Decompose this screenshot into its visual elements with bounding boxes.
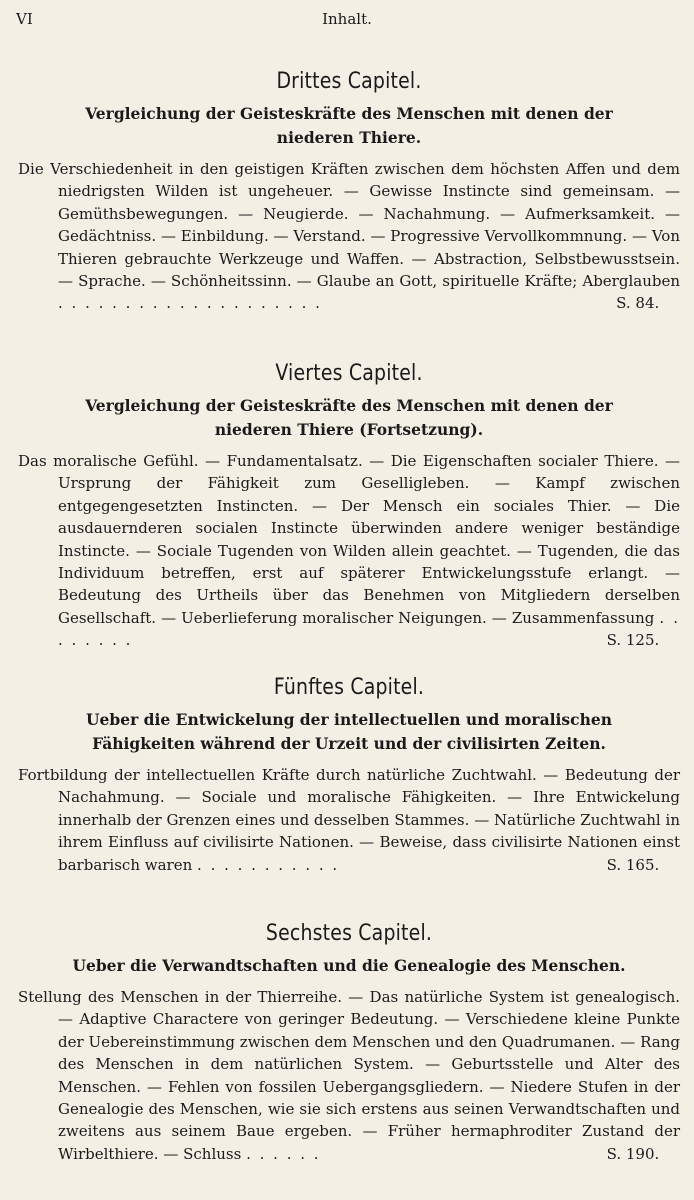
- chapter-subtitle: Vergleichung der Geisteskräfte des Menschen mit denen der niederen Thiere (Fortsetzung).: [85, 396, 613, 439]
- page-reference: S. 84.: [616, 294, 660, 313]
- chapter-title: Sechstes Capitel.: [265, 921, 433, 946]
- chapter-title: Viertes Capitel.: [275, 361, 423, 386]
- summary-text: Stellung des Menschen in der Thierreihe. — Das natürliche System ist genealogisch. — Adaptive Charactere von geringer Bedeutung. — Verschiedene kleine Punkte der Uebereinstimmung zwischen dem Menschen und den Quadrumanen. — Rang des Menschen in dem natürlichen System. — Geburtsstelle und Alter des Menschen. — Fehlen von fossilen Uebergangsgliedern. — Niedere Stufen in der Genealogie des Menschen, wie sie sich erstens aus seinen Verwandtschaften und zweitens aus seinem Baue ergeben. — Früher hermaphroditer Zustand der Wirbelthiere. — Schluss: [18, 988, 680, 1163]
- chapter-subtitle: Ueber die Verwandtschaften und die Genealogie des Menschen.: [72, 956, 626, 975]
- summary-text: Das moralische Gefühl. — Fundamentalsatz. — Die Eigenschaften socialer Thiere. — Ursprung der Fähigkeit zum Geselligleben. — Kampf zwischen entgegengesetzten Instincten. — Der Mensch ein sociales Thier. — Die ausdauernderen socialen Instincte überwinden andere weniger beständige Instincte. — Sociale Tugenden von Wilden allein geachtet. — Tugenden, die das Individuum betreffen, erst auf späterer Entwickelungsstufe erlangt. — Bedeutung des Urtheils über das Benehmen von Mitgliedern derselben Gesellschaft. — Ueberlieferung moralischer Neigungen. — Zusammenfassung: [18, 452, 680, 627]
- dot-leader: . . . . . .: [246, 1144, 321, 1163]
- chapter-3: [18, 68, 680, 315]
- dot-leader: . . . . . . . .: [58, 608, 680, 650]
- dot-leader: . . . . . . . . . . . . . . . . . . . .: [58, 294, 322, 313]
- page-reference: S. 190.: [606, 1144, 660, 1163]
- chapter-title: Fünftes Capitel.: [273, 675, 425, 700]
- running-title: Inhalt.: [322, 10, 372, 28]
- chapter-summary: [18, 986, 680, 1165]
- chapter-subtitle: Vergleichung der Geisteskräfte des Menschen mit denen der niederen Thiere.: [85, 104, 613, 147]
- page-reference: S. 165.: [606, 855, 660, 874]
- chapter-summary: [18, 450, 680, 652]
- chapter-4: [18, 360, 680, 652]
- chapter-subtitle: Ueber die Entwickelung der intellectuellen und moralischen Fähigkeiten während der Urzeit und der civilisirten Zeiten.: [86, 710, 612, 753]
- page-reference: S. 125.: [606, 631, 660, 650]
- chapter-summary: [18, 764, 680, 876]
- page-number: VI: [16, 10, 33, 28]
- summary-text: Die Verschiedenheit in den geistigen Kräften zwischen dem höchsten Affen und dem niedrigsten Wilden ist ungeheuer. — Gewisse Instincte sind gemeinsam. — Gemüthsbewegungen. — Neugierde. — Nachahmung. — Aufmerksamkeit. — Gedächtniss. — Einbildung. — Verstand. — Progressive Vervollkommnung. — Von Thieren gebrauchte Werkzeuge und Waffen. — Abstraction, Selbstbewusstsein. — Sprache. — Schönheitssinn. — Glaube an Gott, spirituelle Kräfte; Aberglauben: [18, 160, 680, 291]
- running-head: [10, 10, 684, 34]
- chapter-summary: [18, 158, 680, 315]
- chapter-5: [18, 674, 680, 876]
- dot-leader: . . . . . . . . . . .: [197, 855, 340, 874]
- summary-text: Fortbildung der intellectuellen Kräfte durch natürliche Zuchtwahl. — Bedeutung der Nachahmung. — Sociale und moralische Fähigkeiten. — Ihre Entwickelung innerhalb der Grenzen eines und desselben Stammes. — Natürliche Zuchtwahl in ihrem Einfluss auf civilisirte Nationen. — Beweise, dass civilisirte Nationen einst barbarisch waren: [18, 766, 680, 874]
- chapter-6: [18, 920, 680, 1165]
- chapter-title: Drittes Capitel.: [276, 69, 422, 94]
